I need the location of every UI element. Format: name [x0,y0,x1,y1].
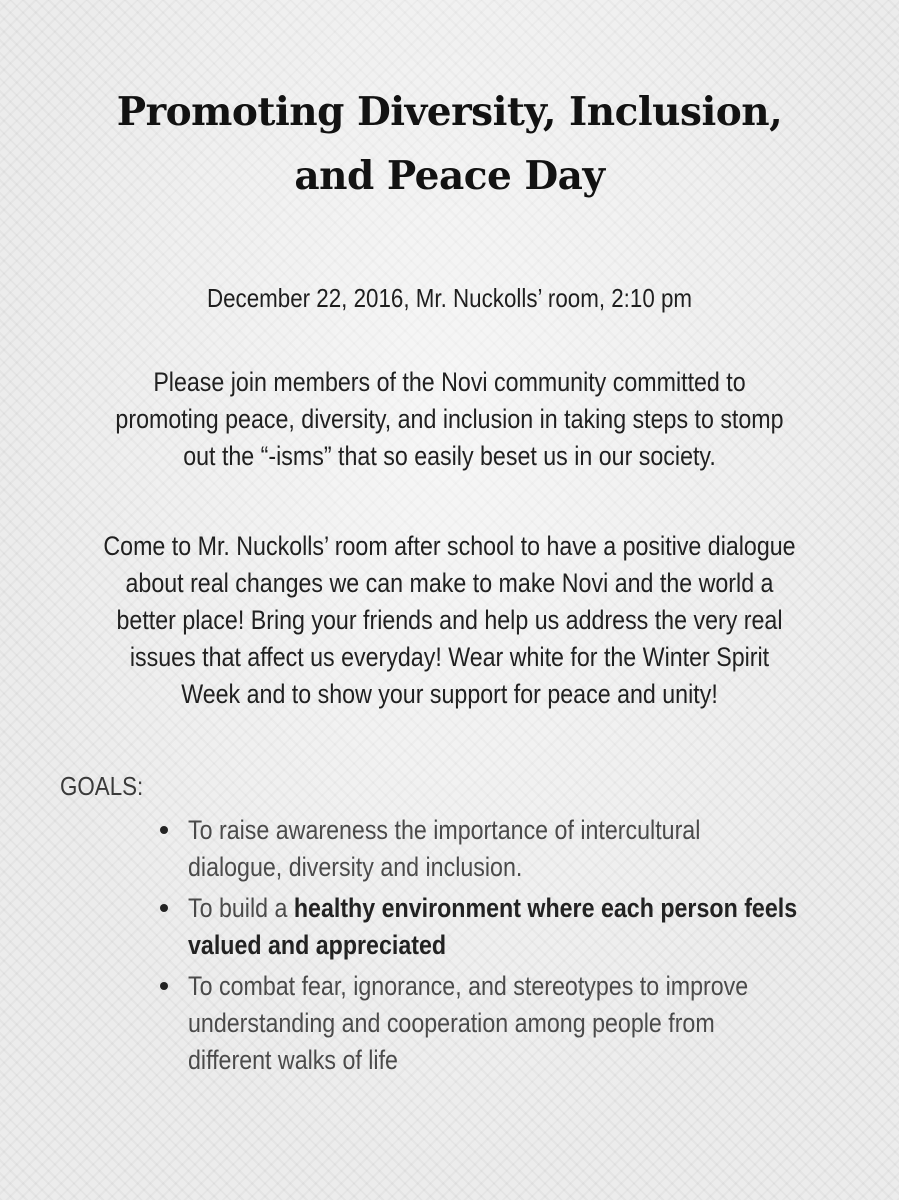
goals-heading: GOALS: [60,771,144,801]
goal-line [188,890,798,927]
event-dateline: December 22, 2016, Mr. Nuckolls’ room, 2:10 pm [206,283,693,313]
bullet-icon [160,904,168,912]
goals-list [160,812,860,1083]
paragraph-line: out the “-isms” that so easily beset us in our society. [183,441,716,471]
goal-line: different walks of life [188,1045,398,1075]
paragraph-line: promoting peace, diversity, and inclusion in taking steps to stomp [115,404,784,434]
details-paragraph [40,528,859,713]
bullet-icon [160,982,168,990]
goal-text-plain: To build a [188,893,294,923]
goal-line: To raise awareness the importance of intercultural [188,815,701,845]
title-line-2: and Peace Day [294,153,605,199]
title-line-1: Promoting Diversity, Inclusion, [116,89,783,135]
bullet-icon [160,826,168,834]
goal-item [160,812,860,886]
goal-line: dialogue, diversity and inclusion. [188,852,523,882]
goal-line: understanding and cooperation among people from [188,1008,715,1038]
paragraph-line: Week and to show your support for peace and unity! [181,679,718,709]
paragraph-line: issues that affect us everyday! Wear white for the Winter Spirit [129,642,770,672]
goal-item [160,890,860,964]
goal-line: valued and appreciated [188,930,447,960]
invitation-paragraph [40,364,859,475]
goal-item [160,968,860,1079]
paragraph-line: about real changes we can make to make Novi and the world a [125,568,774,598]
flyer-title [0,80,899,208]
paragraph-line: better place! Bring your friends and help us address the very real [116,605,783,635]
paragraph-line: Come to Mr. Nuckolls’ room after school to have a positive dialogue [103,531,796,561]
paragraph-line: Please join members of the Novi community committed to [153,367,746,397]
goal-text-bold: healthy environment where each person feels [293,893,798,923]
goal-line: To combat fear, ignorance, and stereotypes to improve [188,971,749,1001]
